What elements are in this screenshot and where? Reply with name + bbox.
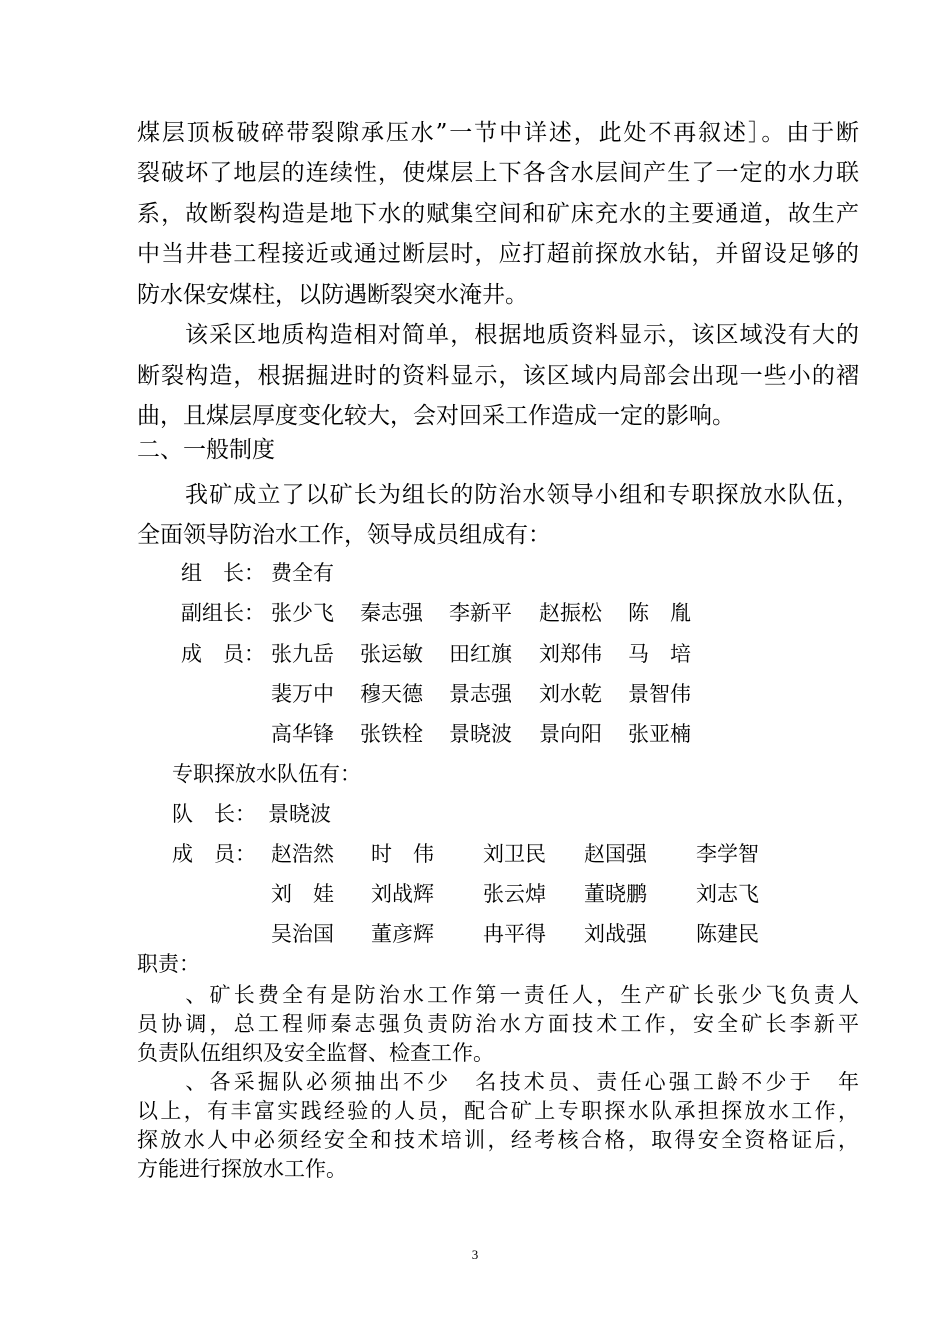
team-member-name: 董彦辉 [371,922,434,946]
duties-title: 职责： [137,952,200,976]
para3-line-1: 我矿成立了以矿长为组长的防治水领导小组和专职探放水队伍， [185,482,859,508]
member-name: 张运敏 [360,642,423,666]
duty2-line-4: 方能进行探放水工作。 [137,1157,347,1181]
member-name: 高华锋 [271,722,334,746]
member-name: 裴万中 [271,682,334,706]
member-name: 刘水乾 [539,682,602,706]
member-name: 张铁栓 [360,722,423,746]
para1-line-5: 防水保安煤柱，以防遇断裂突水淹井。 [137,282,528,308]
para1-line-1: 煤层顶板破碎带裂隙承压水”一节中详述，此处不再叙述］。由于断 [137,120,859,146]
team-member-name: 董晓鹏 [584,882,647,906]
para2-line-1: 该采区地质构造相对简单，根据地质资料显示，该区域没有大的 [185,322,859,348]
member-name: 刘郑伟 [539,642,602,666]
duty1-line-3: 负责队伍组织及安全监督、检查工作。 [137,1041,494,1065]
team-member-name: 刘志飞 [696,882,759,906]
member-name: 张亚楠 [628,722,691,746]
team-member-name: 陈建民 [696,922,759,946]
duty1-line-2: 员协调，总工程师秦志强负责防治水方面技术工作，安全矿长李新平 [137,1012,859,1036]
team-member-name: 刘战强 [584,922,647,946]
team-member-name: 李学智 [696,842,759,866]
duty2-line-3: 探放水人中必须经安全和技术培训，经考核合格，取得安全资格证后， [137,1128,859,1152]
member-name: 马 培 [628,642,691,666]
member-name: 景志强 [449,682,512,706]
team-member-name: 吴治国 [271,922,334,946]
member-name: 田红旗 [449,642,512,666]
team-member-name: 张云焯 [483,882,546,906]
page-number: 3 [471,1247,479,1262]
members-label: 成 员： [181,642,265,666]
para1-line-2: 裂破坏了地层的连续性，使煤层上下各含水层间产生了一定的水力联 [137,160,859,186]
team-member-name: 冉平得 [483,922,546,946]
team-member-name: 刘 娃 [271,882,334,906]
deputy-label: 副组长： [181,601,265,625]
member-name: 景向阳 [539,722,602,746]
member-name: 穆天德 [360,682,423,706]
para1-line-4: 中当井巷工程接近或通过断层时，应打超前探放水钻，并留设足够的 [137,241,859,267]
deputy-name: 秦志强 [360,601,423,625]
para2-line-3: 曲，且煤层厚度变化较大，会对回采工作造成一定的影响。 [137,403,735,429]
team-members-label: 成 员： [172,842,256,866]
duty1-line-1: 、矿长费全有是防治水工作第一责任人，生产矿长张少飞负责人 [137,983,859,1007]
para2-line-2: 断裂构造，根据掘进时的资料显示，该区域内局部会出现一些小的褶 [137,363,859,389]
duty2-line-2: 以上，有丰富实践经验的人员，配合矿上专职探水队承担探放水工作， [137,1099,859,1123]
team-member-name: 时 伟 [371,842,434,866]
team-member-name: 赵浩然 [271,842,334,866]
team-title: 专职探放水队伍有： [172,762,361,786]
deputy-name: 张少飞 [271,601,334,625]
captain-label: 队 长： [172,802,256,826]
duty2-line-1: 、各采掘队必须抽出不少 名技术员、责任心强工龄不少于 年 [137,1070,859,1094]
deputy-name: 陈 胤 [628,601,691,625]
team-member-name: 赵国强 [584,842,647,866]
deputy-name: 李新平 [449,601,512,625]
member-name: 张九岳 [271,642,334,666]
member-name: 景智伟 [628,682,691,706]
para3-line-2: 全面领导防治水工作，领导成员组成有： [137,522,551,548]
member-name: 景晓波 [449,722,512,746]
deputy-name: 赵振松 [539,601,602,625]
leader-label: 组 长： [181,561,265,585]
leader-name: 费全有 [271,561,334,585]
team-member-name: 刘卫民 [483,842,546,866]
captain-name: 景晓波 [268,802,331,826]
section-heading: 二、一般制度 [137,437,275,463]
team-member-name: 刘战辉 [371,882,434,906]
para1-line-3: 系，故断裂构造是地下水的赋集空间和矿床充水的主要通道，故生产 [137,201,859,227]
